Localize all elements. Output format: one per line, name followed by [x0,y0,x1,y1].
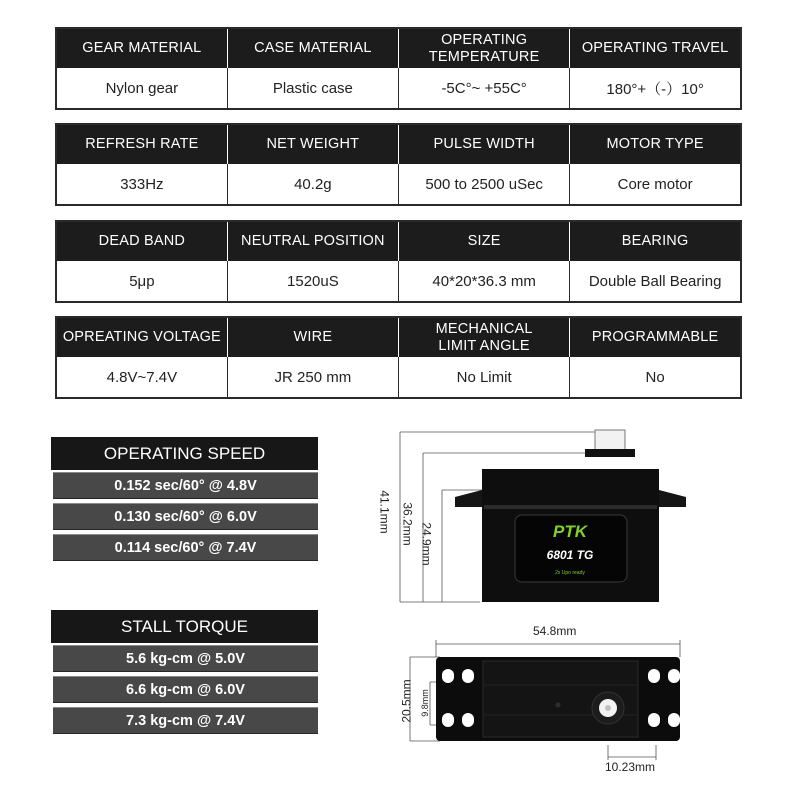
spec-header: NEUTRAL POSITION [227,221,398,261]
spec-value: JR 250 mm [227,357,398,398]
spec-header: GEAR MATERIAL [56,28,227,68]
spec-value: -5C°~ +55C° [399,68,570,109]
spec-header: WIRE [227,317,398,357]
spec-value: Nylon gear [105,79,179,97]
spec-header: OPREATING VOLTAGE [56,317,227,357]
stall-torque-row: 6.6 kg-cm @ 6.0V [53,676,318,703]
spec-value: Core motor [570,164,741,205]
stall-torque-row: 5.6 kg-cm @ 5.0V [53,645,318,672]
spec-header-row [56,28,741,68]
spec-header: PULSE WIDTH [399,124,570,164]
spec-value: 40*20*36.3 mm [399,261,570,302]
spec-header: DEAD BAND [56,221,227,261]
spec-value-row [56,357,741,398]
spec-value: Double Ball Bearing [570,261,741,302]
spec-header: CASE MATERIAL [227,28,398,68]
dim-case-height: 24.9mm [419,522,434,566]
spec-value: 4.8V~7.4V [106,368,178,386]
operating-speed-title: OPERATING SPEED [51,437,318,470]
spec-table-1 [55,27,742,110]
label-model: 6801 TG [546,548,594,562]
operating-speed-row: 0.114 sec/60° @ 7.4V [53,534,318,561]
stall-torque-title: STALL TORQUE [51,610,318,643]
spec-header: BEARING [570,221,741,261]
spec-value-row [56,164,741,205]
spec-table-3 [55,220,742,303]
spec-value: No [570,357,741,398]
spec-header: REFRESH RATE [56,124,227,164]
spec-value: 333Hz [120,175,164,193]
dim-width: 20.5mm [399,679,414,723]
spec-header: OPERATING TRAVEL [570,28,741,68]
label-brand: PTK [553,522,587,541]
spec-header: MOTOR TYPE [570,124,741,164]
dim-body-height: 36.2mm [400,502,415,546]
spec-value: Plastic case [227,68,398,109]
spec-value: 500 to 2500 uSec [399,164,570,205]
spec-value: 40.2g [227,164,398,205]
spec-header: MECHANICAL LIMIT ANGLE [399,317,570,357]
label-tagline: 2x Upo ready [555,570,585,576]
spec-header: SIZE [399,221,570,261]
spec-value-row [56,261,741,302]
spec-header: OPERATING TEMPERATURE [399,28,570,68]
spec-header: NET WEIGHT [227,124,398,164]
spec-table-4 [55,316,742,399]
spec-table-2 [55,123,742,206]
stall-torque-row: 7.3 kg-cm @ 7.4V [53,707,318,734]
spec-value: No Limit [399,357,570,398]
spec-value-row [56,68,741,109]
spec-header-row [56,221,741,261]
spec-value: 180°+（-）10° [570,68,741,109]
spec-header-row [56,317,741,357]
servo-drawing [377,425,790,780]
dim-hole-spacing: 9.8mm [419,689,430,717]
dim-length: 54.8mm [533,624,577,638]
dim-total-height: 41.1mm [377,490,392,534]
dim-shaft-offset: 10.23mm [605,760,656,774]
spec-header: PROGRAMMABLE [570,317,741,357]
spec-header-row [56,124,741,164]
servo-dimension-diagram [377,425,790,780]
operating-speed-row: 0.152 sec/60° @ 4.8V [53,472,318,499]
spec-value: 5μp [129,272,155,290]
spec-value: 1520uS [227,261,398,302]
operating-speed-row: 0.130 sec/60° @ 6.0V [53,503,318,530]
